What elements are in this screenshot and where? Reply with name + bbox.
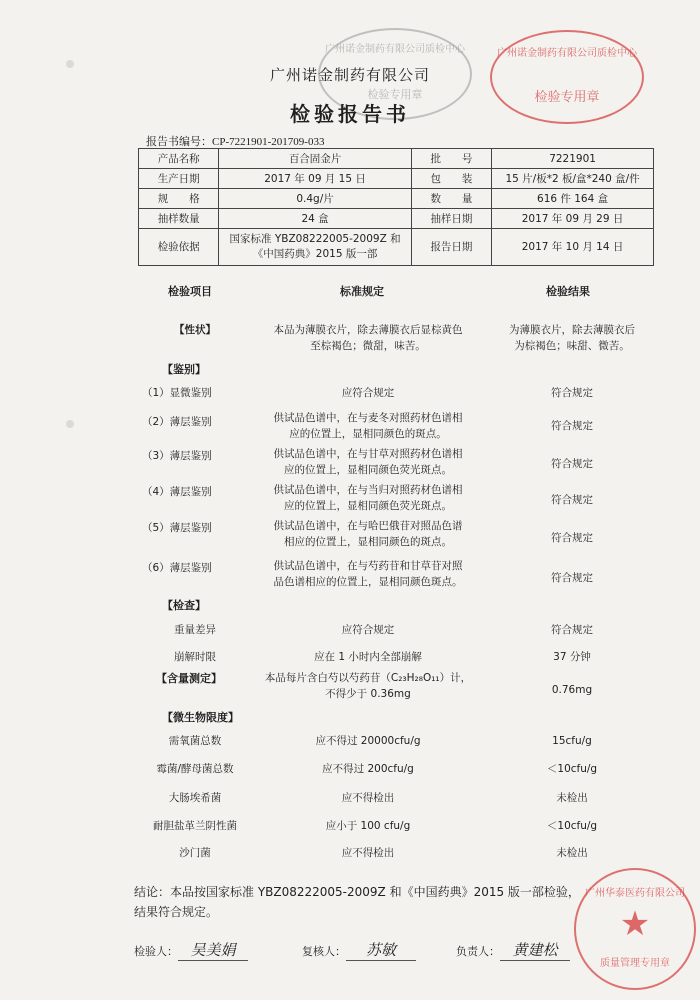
ident-result: 符合规定 (551, 387, 593, 399)
quantity-value: 616 件 164 盒 (492, 189, 654, 209)
disintegration-name: 崩解时限 (174, 651, 216, 663)
ident-standard-1: 供试品色谱中，在与麦冬对照药材色谱相 (273, 412, 463, 424)
assay-section: 【含量测定】 (156, 672, 222, 685)
inspection-section: 【检查】 (162, 599, 206, 612)
sample-date-label: 抽样日期 (411, 209, 491, 229)
micro-item-name: 需氧菌总数 (168, 735, 222, 747)
micro-item-name: 霉菌/酵母菌总数 (156, 763, 234, 775)
responsible-name: 黄建松 (500, 939, 570, 961)
micro-result: ＜10cfu/g (546, 820, 598, 832)
report-number (146, 133, 324, 149)
ident-standard-2: 品色谱相应的位置上，显相同颜色斑点。 (273, 576, 463, 588)
reviewer-label: 复核人： (302, 945, 346, 958)
quantity-label: 数 量 (411, 189, 491, 209)
gray-stamp-arc-text: 广州诺金制药有限公司质检中心 (325, 44, 465, 55)
inspector-name: 吴美娟 (178, 939, 248, 961)
assay-standard-1: 本品每片含白芍以芍药苷（C₂₃H₂₈O₁₁）计， (264, 672, 472, 684)
ident-result: 符合规定 (551, 532, 593, 544)
micro-result: 未检出 (556, 792, 588, 804)
report-number-value: CP-7221901-201709-033 (212, 136, 325, 148)
sample-qty-label: 抽样数量 (139, 209, 219, 229)
ident-result: 符合规定 (551, 572, 593, 584)
basis-line-1: 国家标准 YBZ08222005-2009Z 和 (229, 233, 401, 245)
ident-standard-2: 相应的位置上，显相同颜色的斑点。 (284, 536, 452, 548)
gray-stamp-label: 检验专用章 (367, 88, 423, 101)
basis-label: 检验依据 (139, 229, 219, 266)
company-name: 广州诺金制药有限公司 (269, 66, 430, 84)
ident-standard: 应符合规定 (341, 387, 395, 399)
weight-standard: 应符合规定 (341, 624, 395, 636)
ident-standard-2: 应的位置上，显相同颜色的斑点。 (289, 428, 447, 440)
mfg-date-value: 2017 年 09 月 15 日 (219, 169, 411, 189)
micro-standard: 应小于 100 cfu/g (325, 820, 411, 832)
micro-result: ＜10cfu/g (546, 763, 598, 775)
report-number-label: 报告书编号： (146, 135, 212, 148)
header-standard: 标准规定 (340, 285, 384, 298)
spec-label: 规 格 (139, 189, 219, 209)
character-result-2: 为棕褐色；味甜、微苦。 (514, 340, 630, 352)
assay-standard-2: 不得少于 0.36mg (325, 688, 411, 700)
sample-date-value: 2017 年 09 月 29 日 (492, 209, 654, 229)
quality-stamp-arc-text: 广州华泰医药有限公司 (585, 888, 685, 899)
report-date-value: 2017 年 10 月 14 日 (492, 229, 654, 266)
micro-section: 【微生物限度】 (162, 711, 239, 724)
quality-stamp-label: 质量管理专用章 (600, 958, 670, 969)
responsible-label: 负责人： (456, 945, 500, 958)
conclusion-line-2: 结果符合规定。 (134, 905, 219, 919)
spec-value: 0.4g/片 (219, 189, 411, 209)
ident-standard-1: 供试品色谱中，在与甘草对照药材色谱相 (273, 448, 463, 460)
ident-standard-2: 应的位置上，显相同颜色荧光斑点。 (284, 500, 452, 512)
ident-item-name: （4）薄层鉴别 (142, 486, 212, 498)
micro-result: 15cfu/g (552, 735, 592, 747)
micro-item-name: 耐胆盐革兰阴性菌 (153, 820, 237, 832)
product-name-label: 产品名称 (139, 149, 219, 169)
character-standard-1: 本品为薄膜衣片，除去薄膜衣后显棕黄色 (273, 324, 463, 336)
punch-hole (66, 420, 74, 428)
micro-standard: 应不得检出 (341, 792, 395, 804)
responsible-signature (456, 939, 570, 961)
reviewer-signature (302, 939, 416, 961)
ident-standard-1: 供试品色谱中，在与当归对照药材色谱相 (273, 484, 463, 496)
ident-item-name: （6）薄层鉴别 (142, 562, 212, 574)
character-section: 【性状】 (174, 324, 216, 336)
ident-item-name: （2）薄层鉴别 (142, 416, 212, 428)
ident-item-name: （1）显微鉴别 (142, 387, 212, 399)
micro-item-name: 沙门菌 (179, 847, 211, 859)
star-icon: ★ (619, 904, 651, 944)
conclusion-line-1: 结论：本品按国家标准 YBZ08222005-2009Z 和《中国药典》2015 版一部检验， (134, 885, 580, 899)
ident-standard-2: 应的位置上，显相同颜色荧光斑点。 (284, 464, 452, 476)
micro-result: 未检出 (556, 847, 588, 859)
character-result-1: 为薄膜衣片，除去薄膜衣后 (509, 324, 635, 336)
disintegration-standard: 应在 1 小时内全部崩解 (314, 651, 422, 663)
ident-item-name: （3）薄层鉴别 (142, 450, 212, 462)
quality-stamp (574, 868, 696, 990)
red-stamp-label: 检验专用章 (534, 90, 600, 105)
reviewer-name: 苏敏 (346, 939, 416, 961)
package-value: 15 片/板*2 板/盒*240 盒/件 (492, 169, 654, 189)
batch-value: 7221901 (492, 149, 654, 169)
ident-standard-1: 供试品色谱中，在与芍药苷和甘草苷对照 (273, 560, 463, 572)
ident-result: 符合规定 (551, 458, 593, 470)
micro-standard: 应不得过 200cfu/g (322, 763, 414, 775)
inspector-signature (134, 939, 248, 961)
basis-value (219, 229, 411, 266)
disintegration-result: 37 分钟 (553, 651, 591, 663)
header-item: 检验项目 (168, 285, 212, 298)
weight-result: 符合规定 (551, 624, 593, 636)
ident-result: 符合规定 (551, 494, 593, 506)
report-title: 检验报告书 (290, 102, 410, 126)
mfg-date-label: 生产日期 (139, 169, 219, 189)
micro-standard: 应不得过 20000cfu/g (315, 735, 421, 747)
conclusion (134, 882, 604, 922)
micro-standard: 应不得检出 (341, 847, 395, 859)
inspector-label: 检验人： (134, 945, 178, 958)
basis-line-2: 《中国药典》2015 版一部 (252, 248, 378, 260)
package-label: 包 装 (411, 169, 491, 189)
ident-standard-1: 供试品色谱中，在与哈巴俄苷对照品色谱 (273, 520, 463, 532)
product-info-table (138, 148, 654, 266)
product-name-value: 百合固金片 (219, 149, 411, 169)
character-standard-2: 至棕褐色；微甜，味苦。 (310, 340, 426, 352)
batch-label: 批 号 (411, 149, 491, 169)
assay-result: 0.76mg (551, 684, 593, 696)
ident-result: 符合规定 (551, 420, 593, 432)
weight-name: 重量差异 (174, 624, 216, 636)
sample-qty-value: 24 盒 (219, 209, 411, 229)
ident-item-name: （5）薄层鉴别 (142, 522, 212, 534)
red-stamp-arc-text: 广州诺金制药有限公司质检中心 (497, 48, 637, 59)
micro-item-name: 大肠埃希菌 (168, 792, 222, 804)
header-result: 检验结果 (546, 285, 590, 298)
report-date-label: 报告日期 (411, 229, 491, 266)
identification-section: 【鉴别】 (162, 363, 206, 376)
